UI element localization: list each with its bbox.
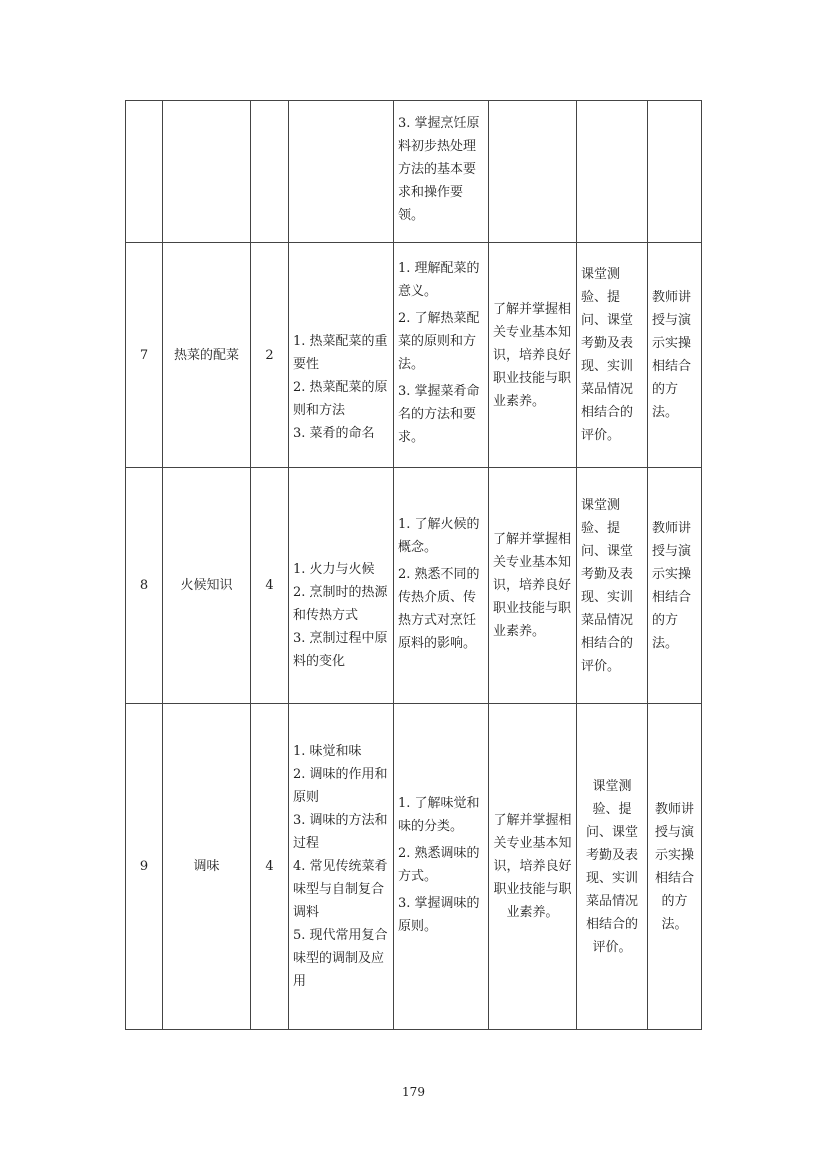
page-number: 179 — [402, 1085, 425, 1099]
row-number — [126, 101, 163, 243]
content-item: 1. 火力与火候 — [293, 562, 375, 577]
table-row — [126, 468, 702, 704]
table-row — [126, 704, 702, 1030]
goal-item: 1. 了解味觉和味的分类。 — [398, 795, 480, 834]
goal-item: 3. 掌握菜肴命名的方法和要求。 — [398, 384, 480, 445]
quality-cell — [489, 101, 577, 243]
content-item: 1. 味觉和味 — [293, 744, 362, 759]
content-item: 1. 热菜配菜的重要性 — [293, 334, 388, 372]
method-cell: 教师讲授与演示实操相结合的方法。 — [648, 243, 702, 468]
goal-item: 2. 熟悉调味的方式。 — [398, 845, 480, 884]
goals-cell — [394, 468, 489, 704]
goal-item: 3. 掌握调味的原则。 — [398, 895, 480, 934]
eval-cell: 课堂测验、提问、课堂考勤及表现、实训菜品情况相结合的评价。 — [577, 243, 648, 468]
goals-cell — [394, 704, 489, 1030]
goal-item: 2. 了解热菜配菜的原则和方法。 — [398, 311, 480, 372]
quality-cell: 了解并掌握相关专业基本知识，培养良好职业技能与职业素养。 — [489, 243, 577, 468]
hours: 2 — [251, 243, 289, 468]
content-cell — [289, 243, 394, 468]
eval-cell: 课堂测验、提问、课堂考勤及表现、实训菜品情况相结合的评价。 — [577, 704, 648, 1030]
goal-item: 2. 熟悉不同的传热介质、传热方式对烹饪原料的影响。 — [398, 566, 480, 651]
content-item: 3. 调味的方法和过程 — [293, 813, 388, 851]
content-cell — [289, 704, 394, 1030]
eval-cell — [577, 101, 648, 243]
row-number: 8 — [126, 468, 163, 704]
goals-cell — [394, 101, 489, 243]
content-item: 2. 烹制时的热源和传热方式 — [293, 585, 388, 623]
content-cell — [289, 468, 394, 704]
topic-name: 火候知识 — [163, 468, 251, 704]
goal-item: 1. 了解火候的概念。 — [398, 516, 480, 555]
goal-item: 3. 掌握烹饪原料初步热处理方法的基本要求和操作要领。 — [398, 116, 480, 223]
content-item: 2. 调味的作用和原则 — [293, 767, 388, 805]
content-item: 4. 常见传统菜肴味型与自制复合调料 — [293, 859, 388, 920]
topic-name — [163, 101, 251, 243]
method-cell: 教师讲授与演示实操相结合的方法。 — [648, 468, 702, 704]
table-row — [126, 101, 702, 243]
topic-name: 调味 — [163, 704, 251, 1030]
hours: 4 — [251, 704, 289, 1030]
content-cell — [289, 101, 394, 243]
hours — [251, 101, 289, 243]
hours: 4 — [251, 468, 289, 704]
goals-cell — [394, 243, 489, 468]
content-item: 5. 现代常用复合味型的调制及应用 — [293, 928, 388, 989]
content-item: 2. 热菜配菜的原则和方法 — [293, 380, 388, 418]
quality-cell: 了解并掌握相关专业基本知识，培养良好职业技能与职业素养。 — [489, 704, 577, 1030]
goal-item: 1. 理解配菜的意义。 — [398, 261, 480, 299]
content-item: 3. 菜肴的命名 — [293, 426, 375, 441]
row-number: 7 — [126, 243, 163, 468]
method-cell — [648, 101, 702, 243]
table-row — [126, 243, 702, 468]
content-item: 3. 烹制过程中原料的变化 — [293, 631, 388, 669]
eval-cell: 课堂测验、提问、课堂考勤及表现、实训菜品情况相结合的评价。 — [577, 468, 648, 704]
row-number: 9 — [126, 704, 163, 1030]
course-table — [125, 100, 702, 1030]
quality-cell: 了解并掌握相关专业基本知识，培养良好职业技能与职业素养。 — [489, 468, 577, 704]
method-cell: 教师讲授与演示实操相结合的方法。 — [648, 704, 702, 1030]
topic-name: 热菜的配菜 — [163, 243, 251, 468]
